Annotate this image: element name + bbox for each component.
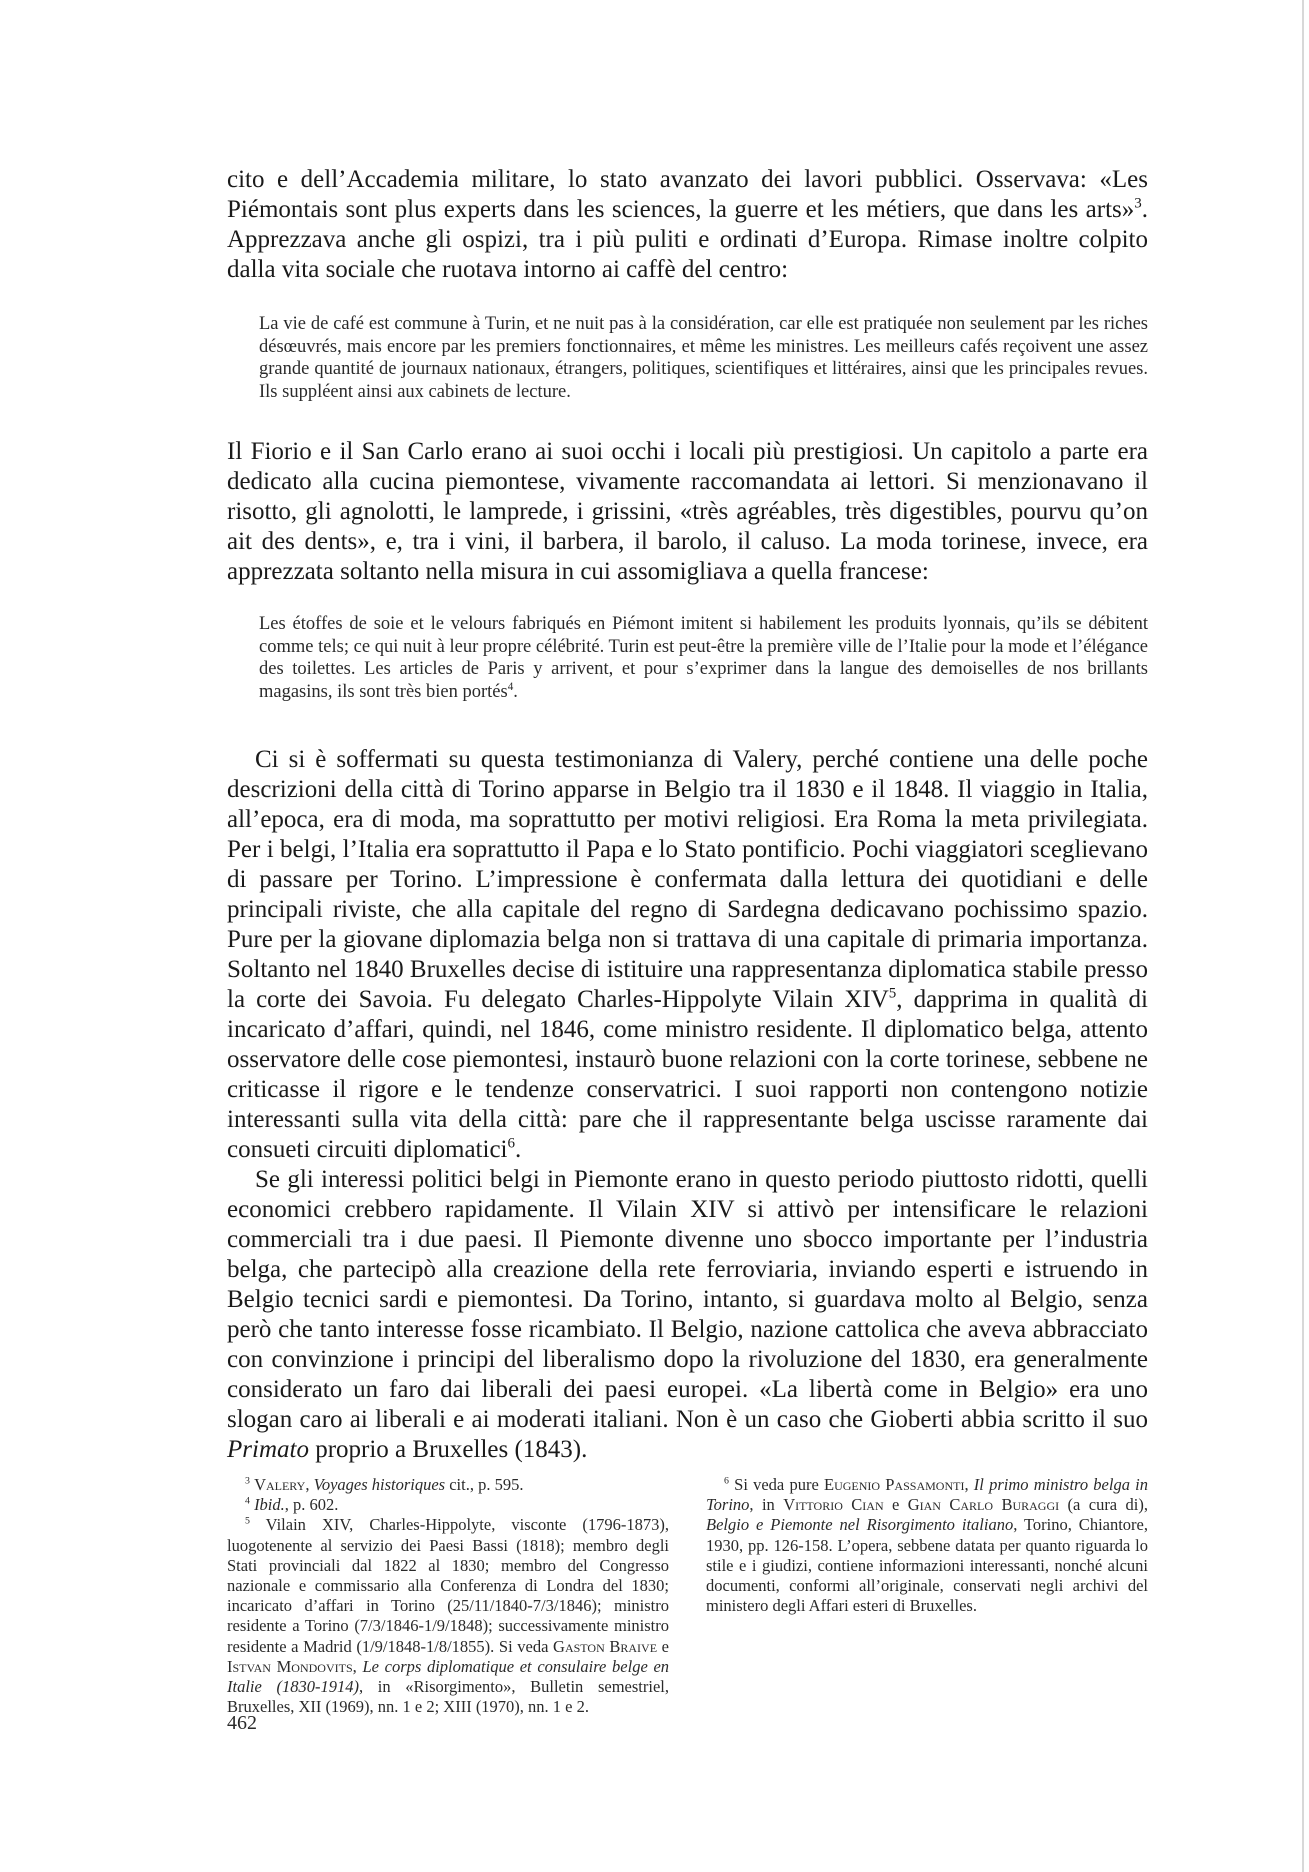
footnote-5-text: Vilain XIV, Charles-Hippolyte, visconte (1796-1873), luogotenente al servizio dei Paesi Bassi (1818); membro degli Stati provinciali dal 1822 al 1830; membro del Congresso nazionale e commissario alla Conferenza di Londra del 1830; incaricato d’affari in Torino (25/11/1840-7/3/1846); ministro residente a Torino (7/3/1846-1/9/1848); successivamente ministro residente a Madrid (1/9/1848-1/8/1855). Si veda: [227, 1515, 669, 1656]
paragraph-4-text-a: Se gli interessi politici belgi in Piemonte erano in questo periodo piuttosto ridotti, quelli economici crebbero rapidamente. Il Vilain XIV si attivò per intensificare le relazioni commerciali tra i due paesi. Il Piemonte divenne uno sbocco importante per l’industria belga, che partecipò alla creazione della rete ferroviaria, inviando esperti e istruendo in Belgio tecnici sardi e piemontesi. Da Torino, intanto, si guardava molto al Belgio, senza però che tanto interesse fosse ricambiato. Il Belgio, nazione cattolica che aveva abbracciato con convinzione i principi del liberalismo dopo la rivoluzione del 1830, era generalmente considerato un faro dai liberali dei paesi europei. «La libertà come in Belgio» era uno slogan caro ai liberali e ai moderati italiani. Non è un caso che Gioberti abbia scritto il suo: [227, 1166, 1148, 1433]
footnote-5-author-2: Istvan Mondovits: [227, 1656, 353, 1676]
footnote-6: [706, 1475, 1148, 1616]
footnote-5: [227, 1515, 669, 1717]
footnote-5-title: Le corps diplomatique et consulaire belge en Italie (1830-1914): [227, 1656, 670, 1697]
footnote-5-and: e: [657, 1636, 669, 1656]
footnote-5-number: 5: [245, 1515, 250, 1527]
footnote-6-cura: (a cura di),: [1059, 1495, 1148, 1515]
paragraph-4-text-b: proprio a Bruxelles (1843).: [308, 1436, 588, 1463]
footnote-5-separator: ,: [352, 1656, 363, 1676]
paragraph-3-text-a: Ci si è soffermati su questa testimonianza di Valery, perché contiene una delle poche descrizioni della città di Torino apparse in Belgio tra il 1830 e il 1848. Il viaggio in Italia, all’epoca, era di moda, ma soprattutto per motivi religiosi. Era Roma la meta privilegiata. Per i belgi, l’Italia era soprattutto il Papa e lo Stato pontificio. Pochi viaggiatori sceglievano di passare per Torino. L’impressione è confermata dalla lettura dei quotidiani e delle principali riviste, che alla capitale del regno di Sardegna dedicavano pochissimo spazio. Pure per la giovane diplomazia belga non si trattava di una capitale di primaria importanza. Soltanto nel 1840 Bruxelles decise di istituire una rappresentanza diplomatica stabile presso la corte dei Savoia. Fu delegato Charles-Hippolyte Vilain XIV: [227, 746, 1148, 1013]
footnote-ref-3: 3: [1134, 195, 1142, 212]
footnotes-left-column: [227, 1475, 669, 1717]
page-number: 462: [227, 1712, 257, 1734]
footnote-3-rest: cit., p. 595.: [445, 1475, 524, 1494]
footnote-3-separator: ,: [305, 1475, 314, 1494]
block-quote-2: [227, 613, 1148, 703]
footnote-4-ibid: Ibid.: [254, 1495, 285, 1515]
paragraph-3-text-b: , dapprima in qualità di incaricato d’affari, quindi, nel 1846, come ministro residente. Il diplomatico belga, attento osservatore delle cose piemontesi, instaurò buone relazioni con la corte torinese, sebbene ne criticasse il rigore e le tendenze conservatrici. I suoi rapporti non contengono notizie interessanti sulla vita della città: pare che il rappresentante belga uscisse raramente dai consueti circuiti diplomatici: [227, 986, 1148, 1163]
footnotes-right-column: [706, 1475, 1148, 1717]
paragraph-1-rest: . Apprezzava anche gli ospizi, tra i più puliti e ordinati d’Europa. Rimase inoltre colpito dalla vita sociale che ruotava intorno ai caffè del centro:: [227, 196, 1148, 283]
paragraph-1: [227, 165, 1148, 285]
footnote-6-and: e: [883, 1495, 908, 1515]
footnote-4-rest: , p. 602.: [284, 1495, 339, 1515]
paragraph-3-end: .: [514, 1136, 522, 1163]
footnote-6-author: Eugenio Passamonti: [823, 1475, 965, 1494]
footnotes: [227, 1475, 1148, 1717]
footnote-ref-4: 4: [507, 680, 514, 693]
footnote-3-number: 3: [245, 1475, 250, 1487]
paragraph-1-text: cito e dell’Accademia militare, lo stato avanzato dei lavori pubblici. Osservava: «Les Piémontais sont plus experts dans les sciences, la guerre et les métiers, que dans les arts»: [227, 166, 1148, 223]
footnote-6-title-2: Belgio e Piemonte nel Risorgimento italiano: [706, 1515, 1014, 1535]
footnote-6-pre: Si veda pure: [728, 1475, 824, 1494]
footnote-6-editor-2: Gian Carlo Buraggi: [907, 1495, 1060, 1515]
block-quote-2-text: Les étoffes de soie et le velours fabriqués en Piémont imitent si habilement les produits lyonnais, qu’ils se débitent comme tels; ce qui nuit à leur propre célébrité. Turin est peut-être la première ville de l’Italie pour la mode et l’élégance des toilettes. Les articles de Paris y arrivent, et pour s’exprimer dans la langue des demoiselles de nos brillants magasins, ils sont très bien portés: [259, 614, 1148, 702]
block-quote-1: La vie de café est commune à Turin, et ne nuit pas à la considération, car elle est pratiquée non seulement par les riches désœuvrés, mais encore par les premiers fonctionnaires, et même les ministres. Les meilleurs cafés reçoivent une assez grande quantité de journaux nationaux, étrangers, politiques, scientifiques et littéraires, ainsi que les principales revues. Ils suppléent ainsi aux cabinets de lecture.: [259, 314, 1148, 402]
footnote-6-editor-1: Vittorio Cian: [783, 1495, 884, 1515]
footnote-5-rest: , in «Risorgimento», Bulletin semestriel, Bruxelles, XII (1969), nn. 1 e 2; XIII (1970), nn. 1 e 2.: [227, 1677, 669, 1717]
footnote-4-number: 4: [245, 1495, 250, 1507]
paragraph-4: [227, 1165, 1148, 1465]
footnote-ref-6: 6: [507, 1135, 515, 1152]
paragraph-3: [227, 745, 1148, 1165]
page-edge-line: [1302, 0, 1304, 1872]
footnote-3-author: Valery: [254, 1475, 306, 1494]
block-quote-2-end: .: [513, 681, 518, 702]
footnote-3-title: Voyages historiques: [313, 1475, 446, 1494]
footnote-6-rest: , Torino, Chiantore, 1930, pp. 126-158. L’opera, sebbene datata per quanto riguarda lo stile e i giudizi, contiene informazioni interessanti, nonché alcuni documenti, conformi all’originale, conservati negli archivi del ministero degli Affari esteri di Bruxelles.: [706, 1515, 1149, 1616]
footnote-3: [227, 1475, 669, 1495]
footnote-6-title-1: Il primo ministro belga in Torino: [706, 1475, 1149, 1515]
footnote-6-in: , in: [749, 1495, 784, 1515]
primato-title: Primato: [227, 1436, 309, 1463]
footnote-6-number: 6: [724, 1475, 729, 1487]
paragraph-2: Il Fiorio e il San Carlo erano ai suoi occhi i locali più prestigiosi. Un capitolo a parte era dedicato alla cucina piemontese, vivamente raccomandata ai lettori. Si menzionavano il risotto, gli agnolotti, le lamprede, i grissini, «très agréables, très digestibles, pourvu qu’on ait des dents», e, tra i vini, il barbera, il barolo, il caluso. La moda torinese, invece, era apprezzata soltanto nella misura in cui assomigliava a quella francese:: [227, 438, 1148, 585]
footnote-6-separator: ,: [964, 1475, 974, 1494]
footnote-ref-5: 5: [888, 985, 897, 1002]
footnote-4: [227, 1495, 669, 1515]
footnote-5-author-1: Gaston Braive: [553, 1636, 658, 1656]
main-text: [227, 165, 1148, 1465]
